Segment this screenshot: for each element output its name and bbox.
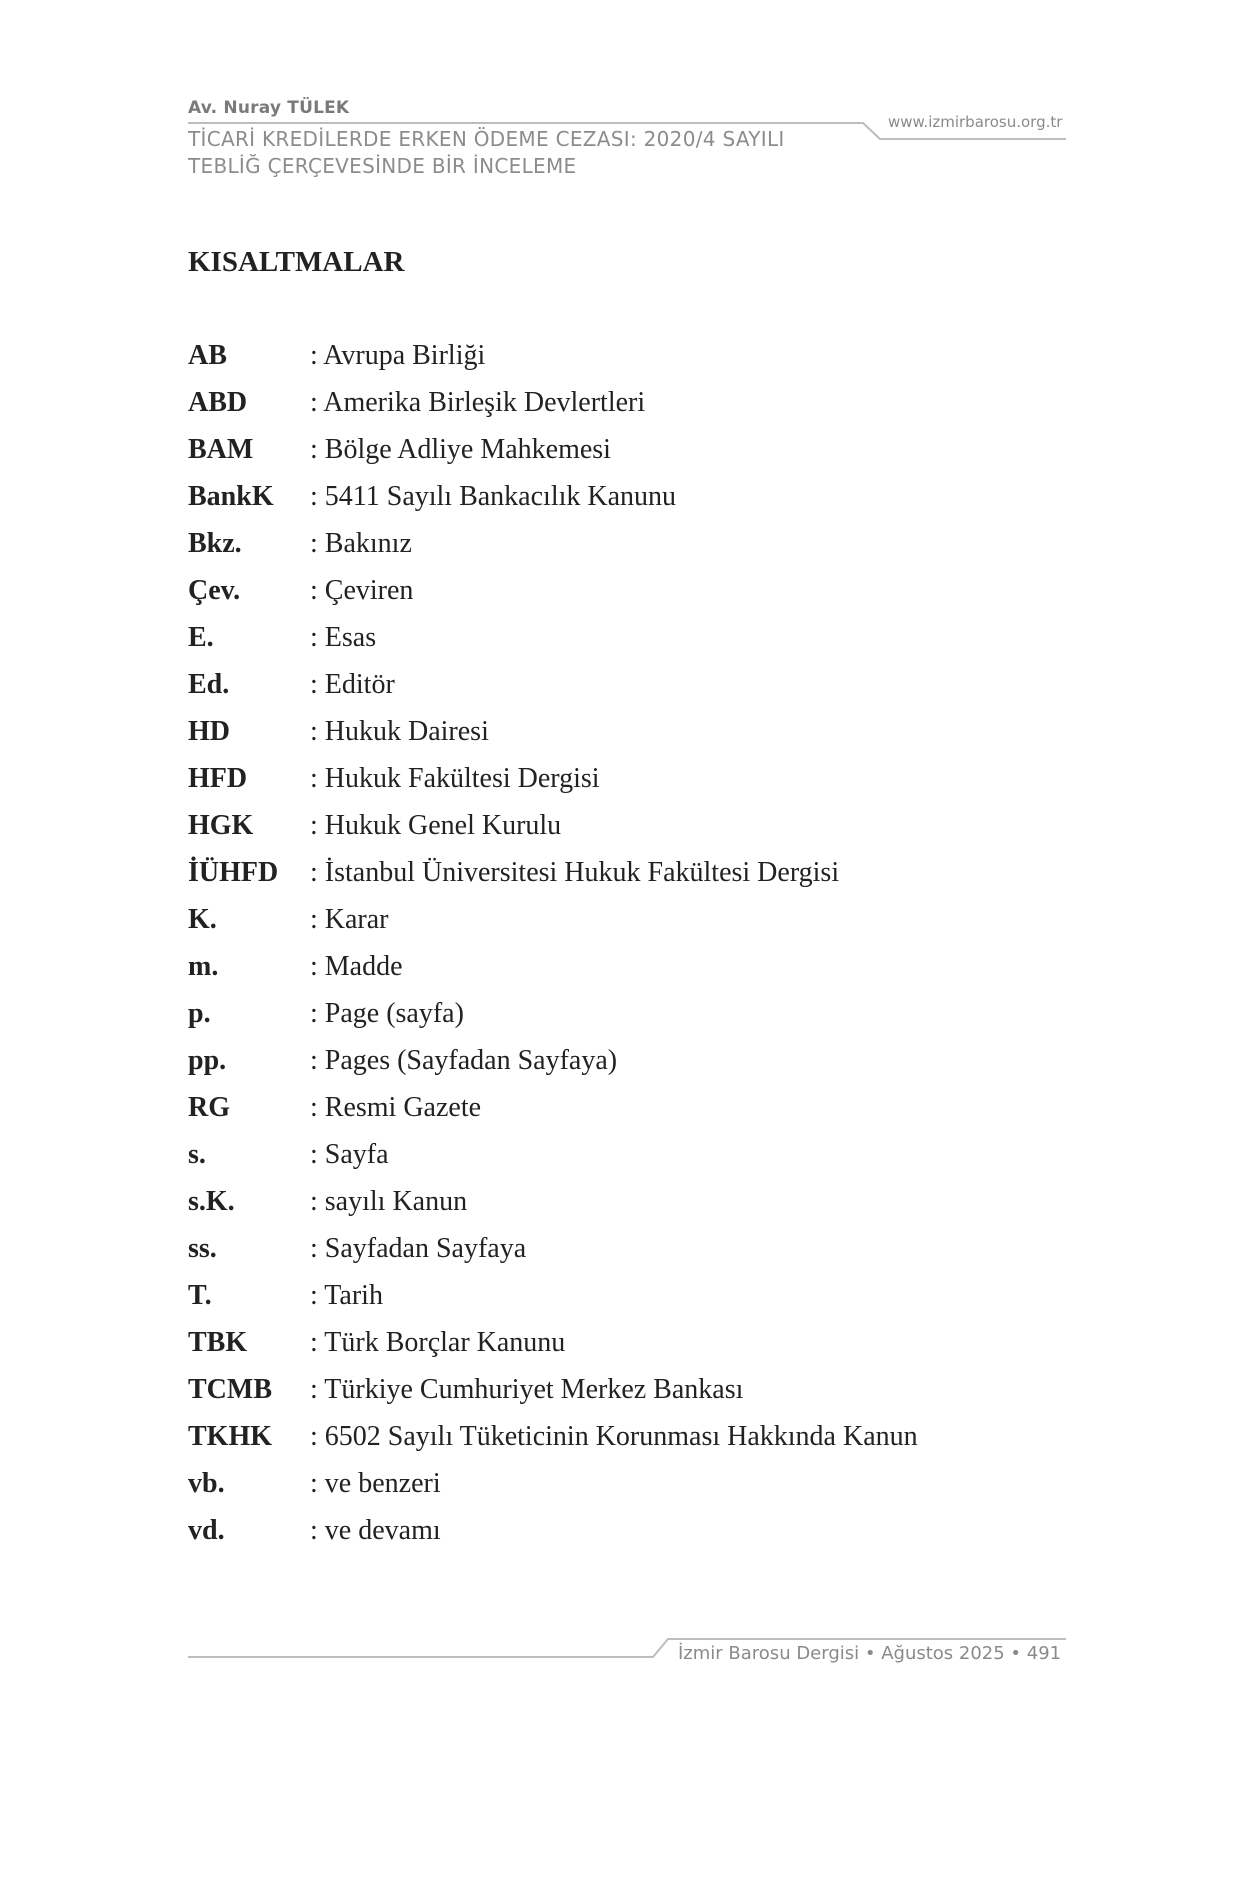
- abbreviation-definition: : Amerika Birleşik Devlertleri: [310, 386, 646, 418]
- list-item: [188, 661, 918, 708]
- abbreviation: m.: [188, 950, 219, 982]
- list-item: [188, 473, 918, 520]
- abbreviation-definition: : ve devamı: [310, 1514, 441, 1546]
- list-item: [188, 1319, 918, 1366]
- abbreviation-definition: : Hukuk Dairesi: [310, 715, 489, 747]
- abbreviation: T.: [188, 1279, 212, 1311]
- list-item: [188, 1507, 918, 1554]
- list-item: [188, 379, 918, 426]
- abbreviation-definition: : Resmi Gazete: [310, 1091, 482, 1123]
- abbreviation-definition: : Pages (Sayfadan Sayfaya): [310, 1044, 618, 1076]
- section-heading: KISALTMALAR: [188, 246, 405, 278]
- abbreviation: K.: [188, 903, 217, 935]
- list-item: [188, 614, 918, 661]
- abbreviation-definition: : 5411 Sayılı Bankacılık Kanunu: [310, 480, 677, 512]
- abbreviation: BankK: [188, 480, 274, 512]
- abbreviation: pp.: [188, 1044, 227, 1076]
- header-rule: [188, 120, 1068, 142]
- abbreviation-definition: : Bakınız: [310, 527, 412, 559]
- list-item: [188, 332, 918, 379]
- abbreviation: RG: [188, 1091, 230, 1123]
- abbreviation: E.: [188, 621, 214, 653]
- list-item: [188, 1460, 918, 1507]
- abbreviation: ss.: [188, 1232, 217, 1264]
- abbreviation-definition: : Çeviren: [310, 574, 414, 606]
- abbreviation: s.K.: [188, 1185, 235, 1217]
- footer-text: İzmir Barosu Dergisi • Ağustos 2025 • 491: [678, 1643, 1062, 1664]
- abbreviation-list: [188, 332, 918, 1554]
- list-item: [188, 990, 918, 1037]
- abbreviation: Çev.: [188, 574, 241, 606]
- article-title-line: TEBLİĞ ÇERÇEVESİNDE BİR İNCELEME: [188, 154, 577, 178]
- list-item: [188, 1225, 918, 1272]
- abbreviation: BAM: [188, 433, 254, 465]
- abbreviation-definition: : Sayfadan Sayfaya: [310, 1232, 527, 1264]
- abbreviation-definition: : Avrupa Birliği: [310, 339, 486, 371]
- abbreviation-definition: : Editör: [310, 668, 395, 700]
- abbreviation: TCMB: [188, 1373, 272, 1405]
- article-title-line: TİCARİ KREDİLERDE ERKEN ÖDEME CEZASI: 2020/4 SAYILI: [188, 127, 785, 151]
- abbreviation: ABD: [188, 386, 248, 418]
- list-item: [188, 1084, 918, 1131]
- abbreviation-definition: : Türkiye Cumhuriyet Merkez Bankası: [310, 1373, 744, 1405]
- list-item: [188, 1413, 918, 1460]
- list-item: [188, 520, 918, 567]
- abbreviation: İÜHFD: [188, 856, 279, 888]
- list-item: [188, 896, 918, 943]
- abbreviation: Ed.: [188, 668, 230, 700]
- abbreviation-definition: : Esas: [310, 621, 377, 653]
- abbreviation-definition: : İstanbul Üniversitesi Hukuk Fakültesi Dergisi: [310, 856, 840, 888]
- abbreviation-definition: : Tarih: [310, 1279, 383, 1311]
- list-item: [188, 1366, 918, 1413]
- list-item: [188, 802, 918, 849]
- list-item: [188, 1131, 918, 1178]
- abbreviation: s.: [188, 1138, 206, 1170]
- list-item: [188, 1178, 918, 1225]
- list-item: [188, 1037, 918, 1084]
- abbreviation: TBK: [188, 1326, 248, 1358]
- abbreviation: p.: [188, 997, 211, 1029]
- abbreviation: Bkz.: [188, 527, 242, 559]
- abbreviation: TKHK: [188, 1420, 273, 1452]
- abbreviation: HD: [188, 715, 230, 747]
- abbreviation: HFD: [188, 762, 248, 794]
- abbreviation-definition: : Türk Borçlar Kanunu: [310, 1326, 566, 1358]
- abbreviation: AB: [188, 339, 227, 371]
- abbreviation-definition: : 6502 Sayılı Tüketicinin Korunması Hakkında Kanun: [310, 1420, 918, 1452]
- abbreviation: HGK: [188, 809, 254, 841]
- abbreviation-definition: : Page (sayfa): [310, 997, 464, 1029]
- list-item: [188, 567, 918, 614]
- abbreviation-definition: : Sayfa: [310, 1138, 389, 1170]
- abbreviation-definition: : ve benzeri: [310, 1467, 441, 1499]
- list-item: [188, 849, 918, 896]
- list-item: [188, 1272, 918, 1319]
- abbreviation-definition: : Karar: [310, 903, 389, 935]
- abbreviation: vb.: [188, 1467, 225, 1499]
- list-item: [188, 708, 918, 755]
- abbreviation: vd.: [188, 1514, 225, 1546]
- abbreviation-definition: : Hukuk Genel Kurulu: [310, 809, 562, 841]
- list-item: [188, 943, 918, 990]
- abbreviation-definition: : Madde: [310, 950, 403, 982]
- website-link[interactable]: www.izmirbarosu.org.tr: [888, 113, 1063, 131]
- author-name: Av. Nuray TÜLEK: [188, 98, 350, 118]
- abbreviation-definition: : Bölge Adliye Mahkemesi: [310, 433, 611, 465]
- abbreviation-definition: : sayılı Kanun: [310, 1185, 468, 1217]
- list-item: [188, 755, 918, 802]
- list-item: [188, 426, 918, 473]
- abbreviation-definition: : Hukuk Fakültesi Dergisi: [310, 762, 600, 794]
